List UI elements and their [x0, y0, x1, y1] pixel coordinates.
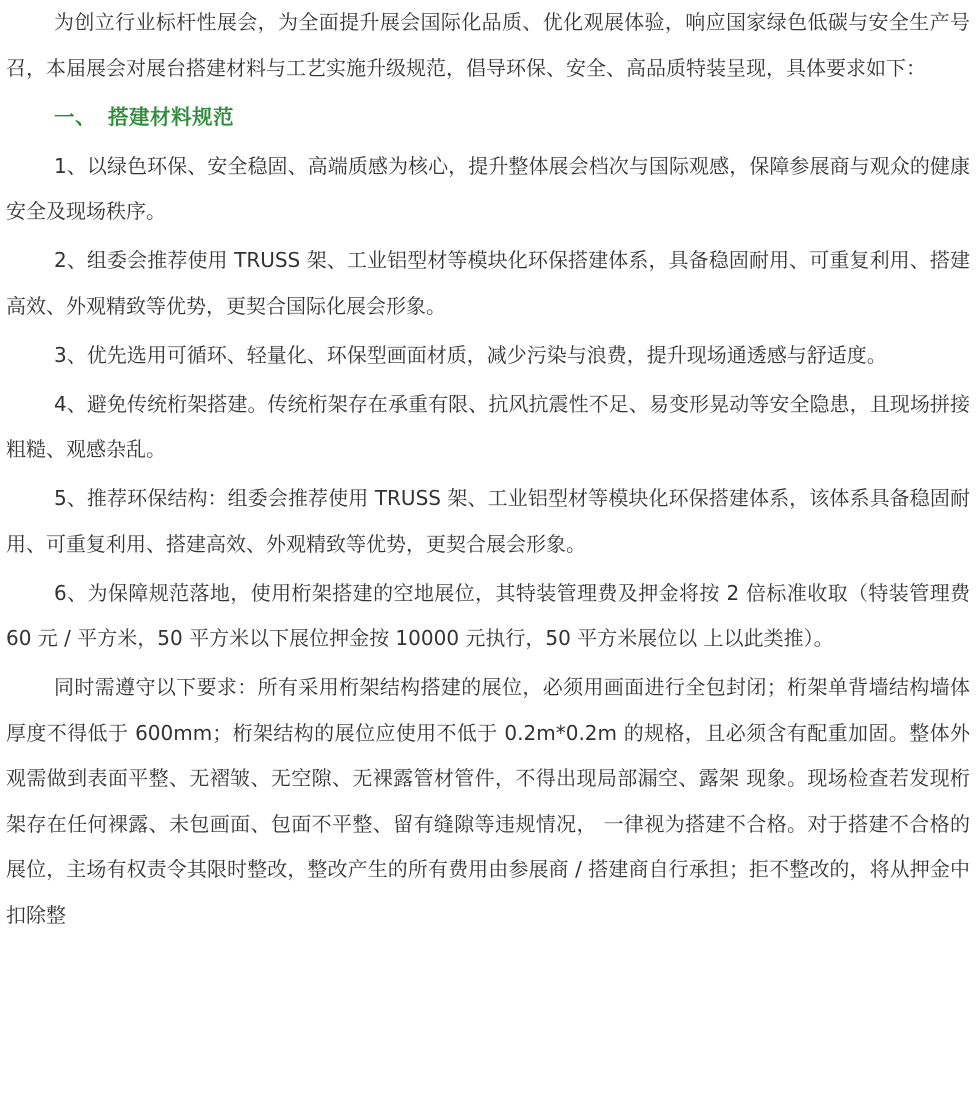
requirements-paragraph: 同时需遵守以下要求：所有采用桁架结构搭建的展位，必须用画面进行全包封闭；桁架单背墙结构墙体厚度不得低于 600mm；桁架结构的展位应使用不低于 0.2m*0.2m 的规格，且必须含有配重加固。整体外观需做到表面平整、无褶皱、无空隙、无裸露管材管件，不得出现局部漏空、露架 现象。现场检查若发现桁架存在任何裸露、未包画面、包面不平整、留有缝隙等违规情况， 一律视为搭建不合格。对于搭建不合格的展位，主场有权责令其限时整改，整改产生的所有费用由参展商 / 搭建商自行承担；拒不整改的，将从押金中扣除整 [6, 675, 970, 927]
list-item-5: 5、推荐环保结构：组委会推荐使用 TRUSS 架、工业铝型材等模块化环保搭建体系，该体系具备稳固耐用、可重复利用、搭建高效、外观精致等优势，更契合展会形象。 [6, 486, 970, 556]
section-number: 一、 [54, 104, 96, 129]
document-body [6, 0, 970, 942]
section-title: 搭建材料规范 [108, 104, 234, 129]
section-heading [6, 95, 970, 141]
list-item-6: 6、为保障规范落地，使用桁架搭建的空地展位，其特装管理费及押金将按 2 倍标准收取（特装管理费 60 元 / 平方米，50 平方米以下展位押金按 10000 元执行，50 平方米展位以 上以此类推）。 [6, 580, 970, 650]
list-item-2: 2、组委会推荐使用 TRUSS 架、工业铝型材等模块化环保搭建体系，具备稳固耐用、可重复利用、搭建高效、外观精致等优势，更契合国际化展会形象。 [6, 248, 970, 318]
intro-paragraph: 为创立行业标杆性展会，为全面提升展会国际化品质、优化观展体验，响应国家绿色低碳与安全生产号召，本届展会对展台搭建材料与工艺实施升级规范，倡导环保、安全、高品质特装呈现，具体要求如下： [6, 10, 970, 80]
list-item-3: 3、优先选用可循环、轻量化、环保型画面材质，减少污染与浪费，提升现场通透感与舒适度。 [54, 342, 887, 367]
list-item-1: 1、以绿色环保、安全稳固、高端质感为核心，提升整体展会档次与国际观感，保障参展商与观众的健康安全及现场秩序。 [6, 153, 970, 223]
list-item-4: 4、避免传统桁架搭建。传统桁架存在承重有限、抗风抗震性不足、易变形晃动等安全隐患，且现场拼接粗糙、观感杂乱。 [6, 391, 970, 461]
